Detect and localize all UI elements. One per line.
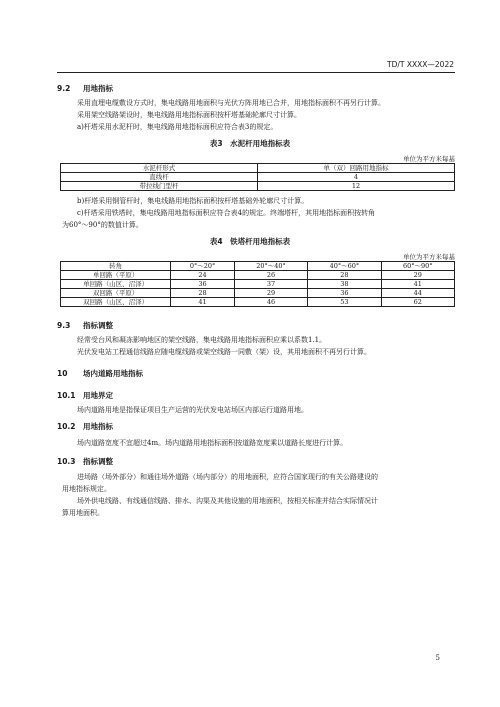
section-title: 指标调整 [83, 321, 113, 330]
table-header-cell: 20°～40° [234, 262, 307, 271]
section-number: 9.2 [57, 84, 71, 93]
table-cell: 38 [308, 280, 381, 289]
paragraph: 场内道路用地是指保证项目生产运营的光伏发电站场区内部运行道路用地。 [77, 406, 308, 414]
table-header-cell: 0°～20° [171, 262, 234, 271]
section-10-2-heading [57, 421, 113, 432]
table-cell: 28 [308, 271, 381, 280]
paragraph: 经常受台风和凝冻影响地区的架空线路，集电线路用地指标面积应乘以系数1.1。 [77, 336, 327, 344]
table-cell: 29 [234, 289, 307, 298]
paragraph: 采用直埋电缆敷设方式时，集电线路用地面积与光伏方阵用地已合并，用地指标面积不再另行计算。 [77, 99, 385, 107]
table-header-cell: 单（双）回路用地指标 [258, 164, 455, 173]
table-cell: 29 [381, 271, 454, 280]
table-cell: 53 [308, 298, 381, 307]
table-row [61, 280, 455, 289]
document-code: TD/T XXXX—2022 [387, 60, 454, 69]
section-9-2-heading [57, 83, 113, 94]
paragraph: 采用架空线路架设时，集电线路用地指标面积按杆塔基础轮廓尺寸计算。 [77, 111, 301, 119]
table-row [61, 289, 455, 298]
table-cell: 44 [381, 289, 454, 298]
section-title: 用地指标 [83, 422, 113, 431]
section-title: 用地指标 [83, 84, 113, 93]
table-cell: 双回路（山区、沼泽） [61, 298, 171, 307]
table-header-cell: 转角 [61, 262, 171, 271]
header-rule [57, 72, 455, 73]
table-cell: 单回路（平原） [61, 271, 171, 280]
table-cell: 4 [258, 173, 455, 182]
table-header-cell: 40°～60° [308, 262, 381, 271]
table-cell: 41 [381, 280, 454, 289]
table-cell: 24 [171, 271, 234, 280]
section-10-1-heading [57, 390, 113, 401]
section-9-3-heading [57, 320, 113, 331]
table-row [61, 182, 455, 191]
table-cell: 46 [234, 298, 307, 307]
table-cell: 26 [234, 271, 307, 280]
table-cell: 带拉线门型杆 [61, 182, 258, 191]
paragraph: 算用地面积。 [62, 509, 104, 517]
paragraph: 进场路（场外部分）和通往场外道路（场内部分）的用地面积，应符合国家现行的有关公路建设的 [77, 473, 378, 481]
table-3 [60, 163, 455, 191]
table-row [61, 271, 455, 280]
section-number: 10.1 [57, 391, 76, 400]
table-3-caption: 表3 水泥杆用地指标表 [209, 139, 291, 148]
section-10-heading [57, 368, 143, 379]
section-title: 用地界定 [83, 391, 113, 400]
section-10-3-heading [57, 456, 113, 467]
section-number: 10.3 [57, 457, 76, 466]
paragraph: c)杆塔采用铁塔时，集电线路用地指标面积应符合表4的规定。终端塔杆，其用地指标面积按转角 [77, 209, 376, 217]
section-number: 10.2 [57, 422, 76, 431]
section-title: 指标调整 [83, 457, 113, 466]
table-cell: 41 [171, 298, 234, 307]
table-header-cell: 水泥杆形式 [61, 164, 258, 173]
table-cell: 双回路（平原） [61, 289, 171, 298]
table-4-unit: 单位为平方米每基 [403, 253, 455, 261]
table-cell: 62 [381, 298, 454, 307]
page-number: 5 [435, 654, 440, 662]
paragraph: 光伏发电站工程通信线路应随电缆线路或架空线路一同敷（架）设，其用地面积不再另行计算。 [77, 348, 371, 356]
section-title: 场内道路用地指标 [83, 369, 143, 378]
table-cell: 单回路（山区、沼泽） [61, 280, 171, 289]
paragraph: b)杆塔采用钢管杆时，集电线路用地指标面积按杆塔基础外轮廓尺寸计算。 [77, 197, 309, 205]
table-row [61, 173, 455, 182]
table-cell: 28 [171, 289, 234, 298]
table-row [61, 298, 455, 307]
table-4-caption: 表4 铁塔杆用地指标表 [209, 237, 291, 246]
table-cell: 12 [258, 182, 455, 191]
table-header-row [61, 262, 455, 271]
table-cell: 直线杆 [61, 173, 258, 182]
section-number: 9.3 [57, 321, 71, 330]
paragraph: 场外供电线路、有线通信线路、排水、沟渠及其他设施的用地面积，按相关标准并结合实际情况计 [77, 497, 378, 505]
section-number: 10 [57, 369, 68, 378]
table-header-row [61, 164, 455, 173]
table-cell: 37 [234, 280, 307, 289]
table-3-unit: 单位为平方米每基 [403, 155, 455, 163]
paragraph: 用地指标规定。 [62, 485, 111, 493]
table-cell: 36 [171, 280, 234, 289]
paragraph: 为60°～90°的数值计算。 [62, 221, 143, 229]
table-4 [60, 261, 455, 307]
table-header-cell: 60°～90° [381, 262, 454, 271]
table-cell: 36 [308, 289, 381, 298]
paragraph: a)杆塔采用水泥杆时，集电线路用地指标面积应符合表3的规定。 [77, 123, 278, 131]
paragraph: 场内道路宽度不宜超过4m。场内道路用地指标面积按道路宽度乘以道路长度进行计算。 [77, 439, 348, 447]
